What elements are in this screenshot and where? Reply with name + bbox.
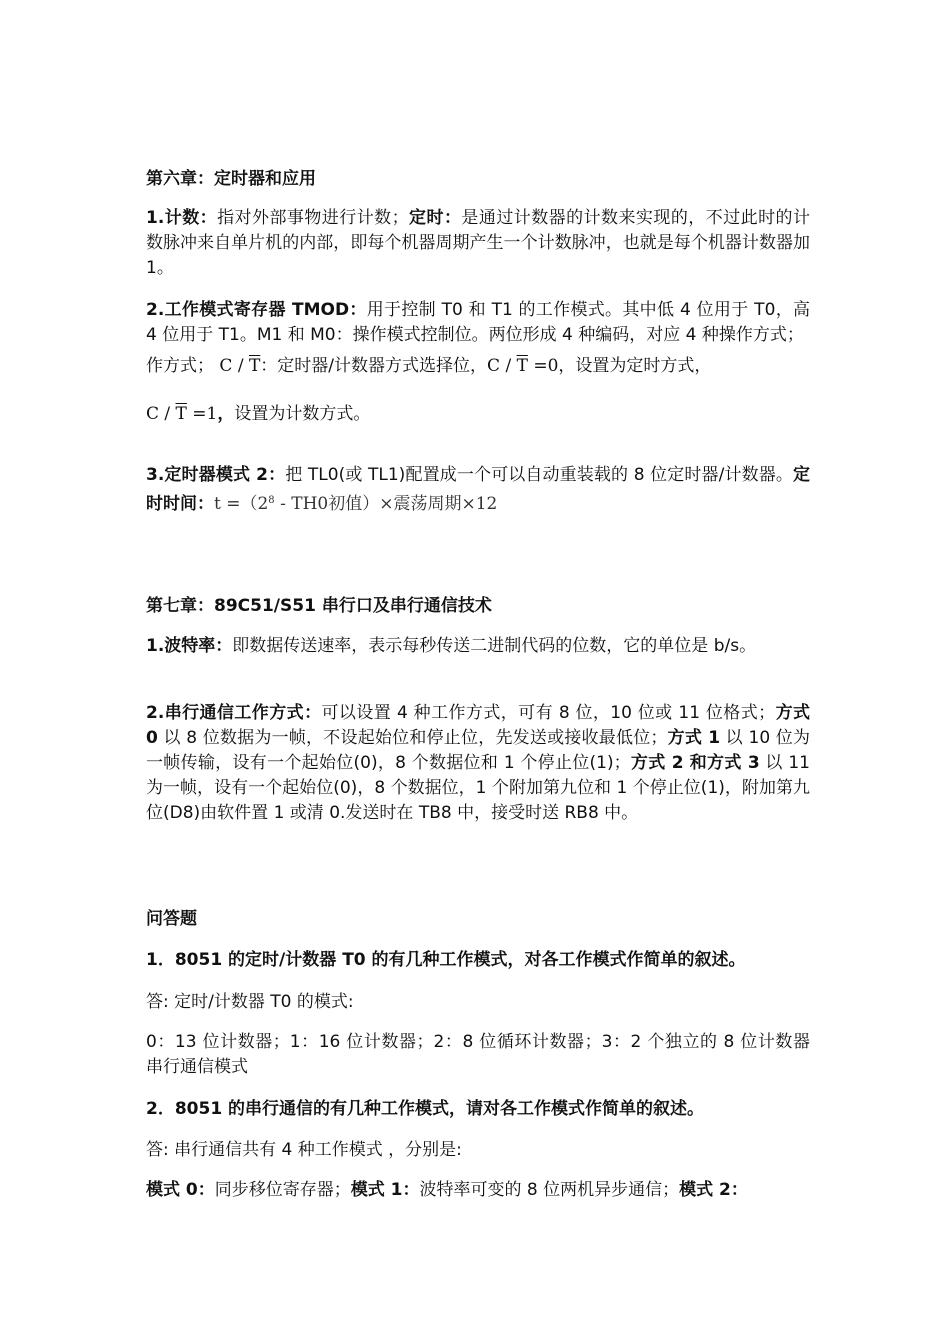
label-mode1: 方式 1 xyxy=(667,728,721,748)
label-baud: 1.波特率： xyxy=(146,636,233,656)
chapter6-heading: 第六章：定时器和应用 xyxy=(146,169,316,189)
ct1-comma: ， xyxy=(217,404,235,424)
ct0-description: ，设置为定时方式， xyxy=(558,356,712,376)
ct-line-2 xyxy=(146,402,810,427)
label-serial-mode1: 模式 1： xyxy=(350,1180,420,1200)
label-timer: 定时： xyxy=(408,208,462,228)
label-mode23: 方式 2 和方式 3 xyxy=(630,753,760,773)
ct1-symbol-t: $\overline{T}$ xyxy=(175,404,187,424)
ch6-paragraph-1 xyxy=(146,206,810,281)
label-mode2: 3.定时器模式 2： xyxy=(146,465,286,485)
ct-prefix-text: 作方式； xyxy=(146,356,214,376)
ct1-description: 设置为计数方式。 xyxy=(234,404,371,424)
ct-symbol-c: C / xyxy=(219,356,249,376)
ch7-paragraph-1 xyxy=(146,634,810,659)
ct0-equals: =0 xyxy=(527,356,559,376)
chapter7-heading: 第七章：89C51/S51 串行口及串行通信技术 xyxy=(146,596,492,616)
label-count: 1.计数： xyxy=(146,208,218,228)
answer-2-line-1: 答: 串行通信共有 4 种工作模式 ，分别是: xyxy=(146,1140,462,1160)
answer-1-line-2: 0：13 位计数器；1：16 位计数器；2：8 位循环计数器；3：2 个独立的 8 位计数器 串行通信模式 xyxy=(146,1032,810,1077)
ch6-paragraph-3 xyxy=(146,463,810,517)
text-tmod: 用于控制 T0 和 T1 的工作模式。其中低 4 位用于 T0，高 4 位用于 T1。M1 和 M0：操作模式控制位。两位形成 4 种编码，对应 4 种操作方式； xyxy=(146,300,811,345)
label-serial-modes: 2.串行通信工作方式： xyxy=(146,703,322,723)
text-mode2: 把 TL0(或 TL1)配置成一个可以自动重装载的 8 位定时器/计数器。 xyxy=(285,465,793,485)
answer-2-modes: 模式 0：同步移位寄存器；模式 1：波特率可变的 8 位两机异步通信；模式 2： xyxy=(146,1180,748,1200)
label-serial-mode2: 模式 2： xyxy=(679,1180,748,1200)
label-mode0: 方式 0 xyxy=(146,703,810,748)
ch6-paragraph-2 xyxy=(146,298,810,348)
question-2: 2．8051 的串行通信的有几种工作模式，请对各工作模式作简单的叙述。 xyxy=(146,1099,705,1119)
ct0-symbol-t: $\overline{T}$ xyxy=(516,356,528,376)
timing-formula: $t =(2^8 - TH0$初值）×震荡周期×12 xyxy=(214,494,498,514)
text-baud: 即数据传送速率，表示每秒传送二进制代码的位数，它的单位是 b/s。 xyxy=(232,636,757,656)
label-timing: 定时时间： xyxy=(146,465,810,514)
text-timer: 是通过计数器的计数来实现的，不过此时的计数脉冲来自单片机的内部，即每个机器周期产生一个计数脉冲，也就是每个机器计数器加 1。 xyxy=(146,208,810,278)
ct-line-1 xyxy=(146,354,810,379)
ct-symbol-t: $\overline{T}$ xyxy=(248,356,261,376)
qa-heading: 问答题 xyxy=(146,909,197,929)
question-1: 1．8051 的定时/计数器 T0 的有几种工作模式，对各工作模式作简单的叙述。 xyxy=(146,950,746,970)
ct1-symbol-c: C / xyxy=(146,404,176,424)
ct0-symbol-c: C / xyxy=(487,356,517,376)
ct1-equals: =1 xyxy=(186,404,218,424)
answer-1-line-1: 答: 定时/计数器 T0 的模式: xyxy=(146,992,354,1012)
ch7-paragraph-2: 2.串行通信工作方式：可以设置 4 种工作方式，可有 8 位，10 位或 11 位格式；方式 0 以 8 位数据为一帧，不设起始位和停止位，先发送或接收最低位；方式 1 以 10 位为一帧传输，设有一个起始位(0)，8 个数据位和 1 个停止位(1)；方式 2 和方式 3 以 11 为一帧，设有一个起始位(0)，8 个数据位，1 个附加第九位和 1 个停止位(1)，附加第九位(D8)由软件置 1 或清 0.发送时在 TB8 中，接受时送 RB8 中。 xyxy=(146,703,810,823)
text-count: 指对外部事物进行计数； xyxy=(217,208,409,228)
ct-description: ：定时器/计数器方式选择位， xyxy=(260,356,488,376)
label-tmod: 2.工作模式寄存器 TMOD： xyxy=(146,300,367,320)
label-serial-mode0: 模式 0： xyxy=(146,1180,215,1200)
